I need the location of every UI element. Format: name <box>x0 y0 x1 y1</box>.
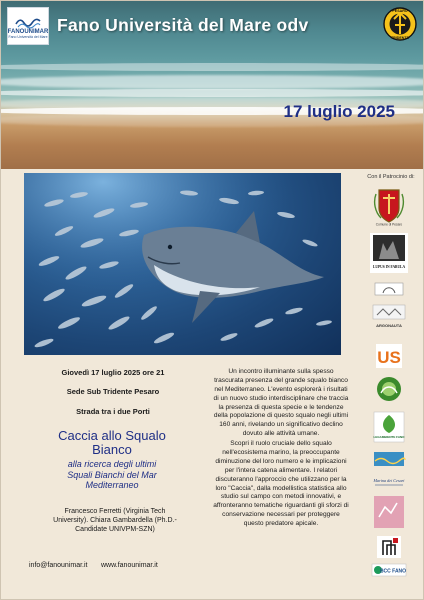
patron-logo-6 <box>370 375 408 403</box>
patron-logo-8 <box>370 451 408 467</box>
patron-5-caption: US <box>377 348 401 367</box>
description-paragraph-2: Scopri il ruolo cruciale dello squalo nell'ecosistema marino, la preoccupante diminuzione del loro numero e le implicazioni per l'intera catena alimentare. I relatori discuteranno l'approccio che utilizzano per la loro "Caccia", dalla modellistica statistica allo studio sul campo con metodi innovativi, e affronteranno tematiche riguardanti gli sforzi di conservazione necessari per proteggere questo predatore apicale. <box>213 440 349 528</box>
sub-tridente-logo <box>383 7 417 47</box>
fanounimar-logo <box>7 7 49 45</box>
description-paragraph-1: Un incontro illuminante sulla spesso trascurata presenza del grande squalo bianco nel Mediterraneo. L'evento esplorerà i risultati di un nuovo studio interdisciplinare che traccia la presenza di questa specie e le tendenze della popolazione di questo squalo negli ultimi 160 anni, rivelando un significativo declino dovuto alle attività umane. <box>213 368 349 438</box>
patron-4-caption: ARGONAUTA <box>376 323 402 328</box>
patron-1-caption: Comune di Pesaro <box>375 222 403 226</box>
event-title <box>27 429 197 456</box>
patron-9-caption: Marina dei Cesari <box>373 478 405 483</box>
shark-photo <box>24 173 341 355</box>
event-speakers-line-1: Francesco Ferretti (Virginia Tech <box>64 508 166 515</box>
event-title-line-1: Caccia allo Squalo <box>58 428 166 443</box>
website-link[interactable]: www.fanounimar.it <box>101 562 158 569</box>
patron-logo-marina-dei-cesari <box>370 473 408 487</box>
event-speakers-line-3: Candidate UNIVPM-SZN) <box>75 526 155 534</box>
event-venue: Sede Sub Tridente Pesaro <box>66 387 160 396</box>
patron-logo-legambiente-fano <box>370 411 408 443</box>
event-speakers-line-2: University). Chiara Gambardella (Ph.D.- <box>53 517 177 525</box>
fanounimar-logo-tagline: Fano Università del Mare <box>8 35 48 39</box>
event-address: Strada tra i due Porti <box>76 407 150 416</box>
event-title-line-2: Bianco <box>92 441 132 457</box>
shark-photo-illustration <box>24 173 341 355</box>
page-title: Fano Università del Mare odv <box>57 15 309 35</box>
patron-logo-comune-di-pesaro <box>370 186 408 226</box>
event-datetime: Giovedì 17 luglio 2025 ore 21 <box>61 368 165 377</box>
header-beach-banner <box>1 1 424 169</box>
fanounimar-logo-name: FANOUNIMAR <box>7 29 49 35</box>
patron-logo-11 <box>370 535 408 559</box>
event-subtitle-line-3: Mediterraneo <box>85 480 139 491</box>
patrons-heading: Con il Patrocinio di: <box>367 174 415 180</box>
patron-logo-argonauta <box>370 303 408 333</box>
patron-logo-bcc-fano <box>370 563 408 577</box>
event-speakers <box>27 507 203 534</box>
wave-icon <box>15 13 41 29</box>
patron-12-caption: BCC FANO <box>379 568 407 575</box>
event-date: 17 luglio 2025 <box>283 102 395 121</box>
contact-email[interactable]: info@fanounimar.it <box>29 562 88 569</box>
event-subtitle-line-1: alla ricerca degli ultimi <box>67 459 157 469</box>
patron-logo-3 <box>370 281 408 297</box>
event-description <box>213 368 349 530</box>
patron-logo-us <box>370 343 408 369</box>
patron-logo-10 <box>370 495 408 529</box>
event-subtitle <box>27 459 197 491</box>
sub-tridente-logo-bottom-text: TRIDENTE <box>391 36 409 40</box>
patron-logo-lupus-in-fabula <box>370 233 408 273</box>
event-subtitle-line-2: Squali Bianchi del Mar <box>67 469 157 480</box>
sub-tridente-logo-top-text: PESARO <box>392 9 408 13</box>
patron-2-caption: LUPUS IN FABULA <box>372 265 406 269</box>
patron-7-caption: LEGAMBIENTE FANO <box>373 435 405 439</box>
